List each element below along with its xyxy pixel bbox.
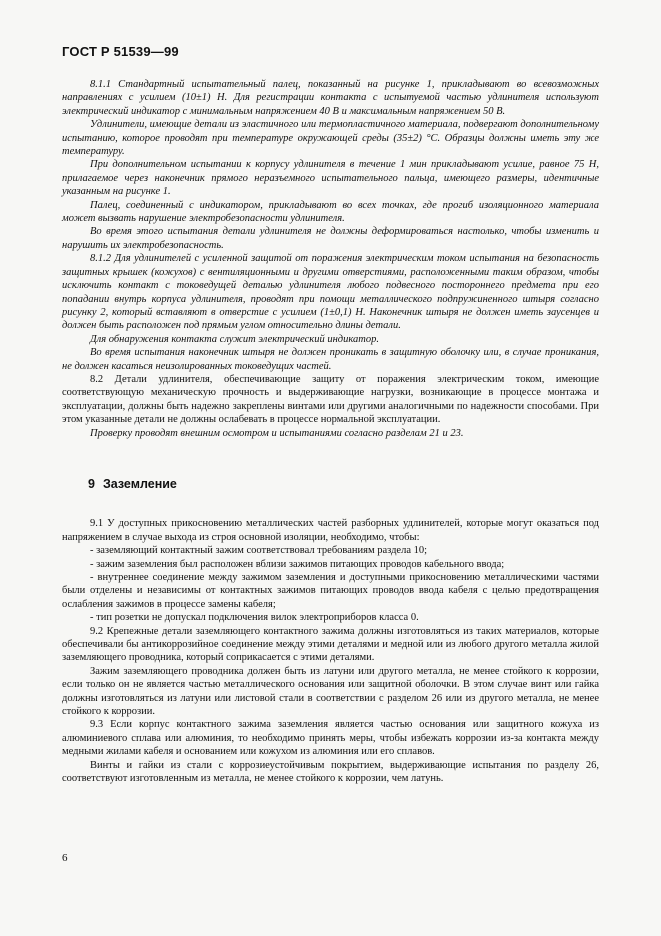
paragraph-inspection: Проверку проводят внешним осмотром и испытаниями согласно разделам 21 и 23. (90, 427, 464, 439)
paragraph-9-3: 9.3 Если корпус контактного зажима заземления является частью основания или защитного кожуха из алюминиевого сплава или алюминия, то необходимо принять меры, чтобы избежать коррозии из-за контакта между медными жилами кабеля и основанием или кожухом из алюминия или его сплавов. (62, 719, 599, 758)
paragraph-elastic-parts: Удлинители, имеющие детали из эластичного или термопластичного материала, подвергают дополнительному испытанию, которое проводят при температуре окружающей среды (35±2) °С. Образцы должны иметь эту же температуру. (62, 119, 599, 158)
paragraph-finger-indicator: Палец, соединенный с индикатором, прикладывают во всех точках, где прогиб изоляционного материала может вызвать нарушение электробезопасности удлинителя. (62, 199, 599, 225)
paragraph-8-1-1: 8.1.1 Стандартный испытательный палец, показанный на рисунке 1, прикладывают во всевозможных направлениях с усилием (10±1) Н. Для регистрации контакта с испытуемой частью удлинителя используют электрический индикатор с минимальным напряжением 40 В и максимальным напряжением 50 В. (62, 79, 599, 117)
list-item-terminal: - заземляющий контактный зажим соответствовал требованиям раздела 10; (90, 545, 428, 557)
paragraph-brass-terminal: Зажим заземляющего проводника должен быть из латуни или другого металла, не менее стойкого к коррозии, если только он не является частью металлического основания или защитной оболочки. В этом случае винт или гайка должны изготовляться из латуни или листовой стали в соответствии с разделом 26 или из другого металла, не менее стойкого к коррозии. (62, 665, 599, 718)
list-item-location: - зажим заземления был расположен вблизи зажимов питающих проводов кабельного ввода; (90, 558, 505, 570)
paragraph-9-2: 9.2 Крепежные детали заземляющего контактного зажима должны изготовляться из таких материалов, которые обеспечивали бы антикоррозийное соединение между этими деталями и медной или из любого другого металла жилой заземляющего проводника, который соприкасается с этими деталями. (62, 625, 599, 664)
document-code: ГОСТ Р 51539—99 (62, 44, 179, 59)
paragraph-8-2: 8.2 Детали удлинителя, обеспечивающие защиту от поражения электрическим током, имеющие соответствующую механическую прочность и выдерживающие нагрузки, возникающие в процессе монтажа и эксплуатации, должны быть надежно закреплены винтами или другими аналогичными по надежности способами. При этом указанные детали не должны ослабевать в процессе нормальной эксплуатации. (62, 373, 599, 426)
paragraph-8-1-2: 8.1.2 Для удлинителей с усиленной защитой от поражения электрическим током испытания на безопасность защитных крышек (кожухов) с вентиляционными и другими отверстиями, расположенными таким образом, чтобы исключить контакт с токоведущей деталью удлинителя любого подвесного постороннего предмета при его попадании внутрь корпуса удлинителя, проводят при помощи металлического подпружиненного штыря согласно рисунку 2, который вставляют в отверстие с усилием (1±0,1) Н. Наконечник штыря не должен иметь заусенцев и должен быть расположен под прямым углом относительно длины детали. (62, 253, 599, 332)
section-title: Заземление (102, 476, 177, 491)
page-number: 6 (62, 852, 68, 864)
paragraph-indicator: Для обнаружения контакта служит электрический индикатор. (90, 333, 379, 345)
list-item-socket-type: - тип розетки не допускал подключения вилок электроприборов класса 0. (90, 612, 419, 624)
section-heading (88, 478, 599, 491)
paragraph-9-1: 9.1 У доступных прикосновению металлических частей разборных удлинителей, которые могут оказаться под напряжением в случае выхода из строя основной изоляции, необходимо, чтобы: (62, 518, 599, 543)
list-item-connection: - внутреннее соединение между зажимом заземления и доступными прикосновению металлическими частями были отделены и независимы от контактных зажимов питающих проводов ввода кабеля с целью предотвращения ослабления зажимов в процессе замены кабеля; (62, 572, 599, 610)
paragraph-additional-test: При дополнительном испытании к корпусу удлинителя в течение 1 мин прикладывают усилие, равное 75 Н, прилагаемое через наконечник прямого неразъемного испытательного пальца, имеющего размеры, идентичные указанным на рисунке 1. (62, 159, 599, 198)
paragraph-screws-nuts: Винты и гайки из стали с коррозиеустойчивым покрытием, выдерживающие испытания по разделу 26, соответствуют изготовленным из металла, не менее стойкого к коррозии, чем латунь. (62, 759, 599, 785)
section-number: 9 (88, 476, 95, 491)
page-body (62, 78, 599, 786)
paragraph-pin-penetration: Во время испытания наконечник штыря не должен проникать в защитную оболочку или, в случае проникания, не должен касаться неизолированных токоведущих частей. (62, 347, 599, 372)
paragraph-no-deformation: Во время этого испытания детали удлинителя не должны деформироваться настолько, чтобы изменить и нарушить их электробезопасность. (62, 226, 599, 251)
